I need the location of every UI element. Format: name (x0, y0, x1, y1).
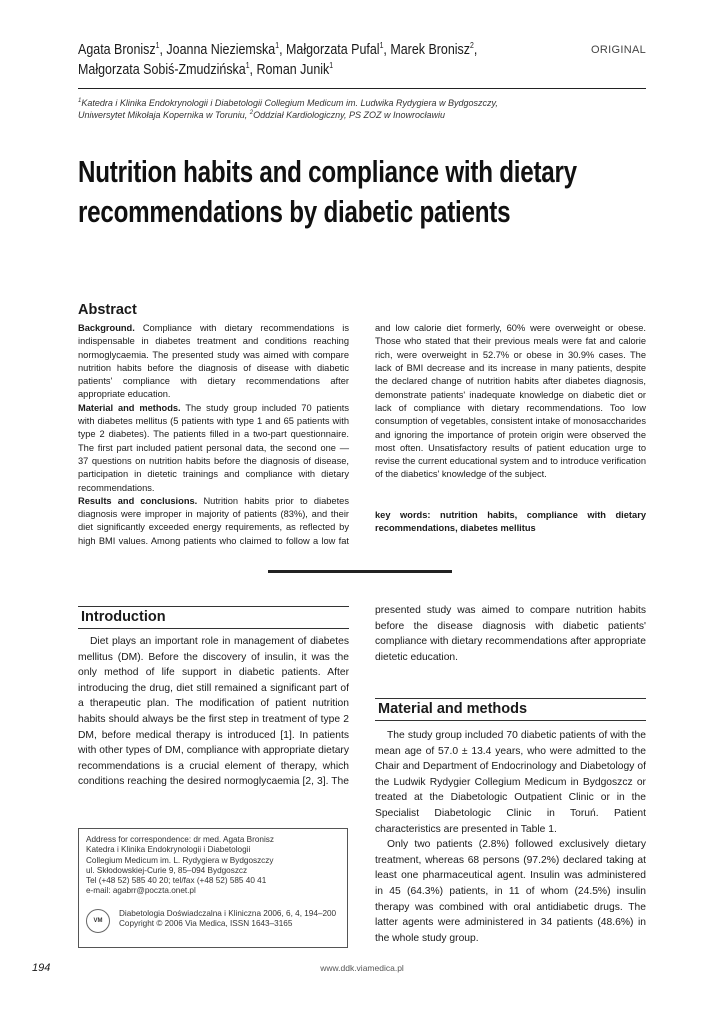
via-medica-logo-icon: VM (86, 909, 110, 933)
abstract-heading: Abstract (78, 302, 137, 318)
keywords: key words: nutrition habits, compliance with dietary recommendations, diabetes mellitus (375, 510, 646, 534)
introduction-text-right: presented study was aimed to compare nutrition habits before the disease diagnosis with diabetic patients' compliance with dietary recommendations after appropriate dietetic education. (375, 604, 646, 663)
methods-heading: Material and methods (375, 698, 646, 721)
author-list: Agata Bronisz$^1$, Joanna Nieziemska$^1$, Małgorzata Pufal$^1$, Marek Bronisz$^2$, Małgorzata Sobiś-Zmudzińska$^1$, Roman Junik$^1$ (78, 41, 478, 78)
abstract-right-column (375, 322, 646, 536)
journal-url[interactable]: www.ddk.viamedica.pl (320, 963, 404, 973)
abstract-results-continued: and low calorie diet formerly, 60% were overweight or obese. Those who stated that their previous meals were fat and calorie rich, were overweight in 52.7% or obese in 30.9% cases. The lack of BMI decrease and its increase in many patients, despite the declared change of nutrition habits after diabetes diagnosis, demonstrate patients' inadequate knowledge on diabetic diet or lack of compliance with dietary recommendations. Too low consumption of vegetables, consistent intake of monosaccharides and ignoring the importance of protein origin were observed the most often. Unsatisfactory results of patient education urge to revise the current educational system and to introduce verification of the diabetics' knowledge of the subject. (375, 323, 646, 480)
section-divider (268, 570, 452, 573)
page-number: 194 (32, 962, 51, 974)
header-rule (78, 88, 646, 89)
abstract-results: Nutrition habits prior to diabetes diagnosis were improper in majority of patients (83%), and their diet significantly exceeded energy requirements, as reflected by high BMI values. Among patients who claimed to follow a low fat (78, 495, 349, 546)
author-name: Joanna Nieziemska (166, 42, 276, 58)
author-name: Małgorzata Sobiś-Zmudzińska (78, 62, 246, 78)
affiliations: $^1$Katedra i Klinika Endokrynologii i Diabetologii Collegium Medicum im. Ludwika Rydygiera w Bydgoszczy, Uniwersytet Mikołaja Kopernika w Toruniu, $^2$Oddział Kardiologiczny, PS ZOZ w Inowrocławiu (78, 98, 498, 120)
author-name: Roman Junik (256, 62, 330, 78)
introduction-text-left: Diet plays an important role in management of diabetes mellitus (DM). Before the discovery of insulin, it was the only method of life support in diabetic patients. After introducing the drug, diet still remained a significant part of a therapeutic plan. The modification of patient nutrition habits should always be the first step in treatment of type 2 DM, before medical therapy is introduced [1]. In patients with other types of DM, compliance with appropriate dietary recommendations is a crucial element of therapy, which conditions reaching the desired normoglycaemia [2, 3]. The (78, 636, 349, 788)
email-address[interactable]: e-mail: agabrr@poczta.onet.pl (86, 886, 196, 896)
author-name: Marek Bronisz (390, 42, 471, 58)
methods-text: The study group included 70 diabetic patients of with the mean age of 57.0 ± 13.4 years, who were admitted to the Chair and Department of Endocrinology and Diabetology of the Ludwik Rydygier Collegium Medicum in Bydgoszcz or treated at the Diabetologic Outpatient Clinic or in the Specialist Diabetologic Clinic in Toruń. Patient characteristics are presented in Table 1. Only two patients (2.8%) followed exclusively dietary treatment, whereas 68 persons (97.2%) declared taking at least one pharmaceutical agent. Insulin was administered in 45 (64.3%) patients, in 11 of whom (24.5%) insulin therapy was combined with oral antidiabetic drugs. The latter agents were administered in 34 patients (48.6%) in the whole study group. (375, 730, 646, 944)
article-title: Nutrition habits and compliance with dietary recommendations by diabetic patients (78, 154, 577, 229)
journal-info: VM Diabetologia Doświadczalna i Kliniczna 2006, 6, 4, 194–200 Copyright © 2006 Via Medica, ISSN 1643–3165 (86, 909, 340, 933)
article-type-label: ORIGINAL (591, 44, 646, 56)
abstract-left-column: Background. Compliance with dietary recommendations is indispensable in diabetes treatment and conditions reaching normoglycaemia. The presented study was aimed with compare nutrition habits before the diagnosis of disease with diabetic patients' compliance with dietary recommendations after appropriate education. Material and methods. The study group included 70 patients with diabetes mellitus (5 patients with type 1 and 65 patients with type 2 diabetes). The patients filled in a two-part questionnaire. The first part included patient personal data, the second one — 37 questions on nutrition habits before the diagnosis of disease, participation in dietetic trainings and compliance with dietary recommendations. Results and conclusions. Nutrition habits prior to diabetes diagnosis were improper in majority of patients (83%), and their diet significantly exceeded energy requirements, as reflected by high BMI values. Among patients who claimed to follow a low fat (78, 322, 349, 549)
author-name: Małgorzata Pufal (285, 42, 380, 58)
introduction-heading: Introduction (78, 606, 349, 629)
correspondence-box: Address for correspondence: dr med. Agata Bronisz Katedra i Klinika Endokrynologii i Diabetologii Collegium Medicum im. L. Rydygiera w Bydgoszczy ul. Skłodowskiej-Curie 9, 85–094 Bydgoszcz Tel (+48 52) 585 40 20; tel/fax (+48 52) 585 40 41 e-mail: agabrr@poczta.onet.pl VM Diabetologia Doświadczalna i Kliniczna 2006, 6, 4, 194–200 Copyright © 2006 Via Medica, ISSN 1643–3165 (78, 828, 348, 948)
author-name: Agata Bronisz (78, 42, 156, 58)
